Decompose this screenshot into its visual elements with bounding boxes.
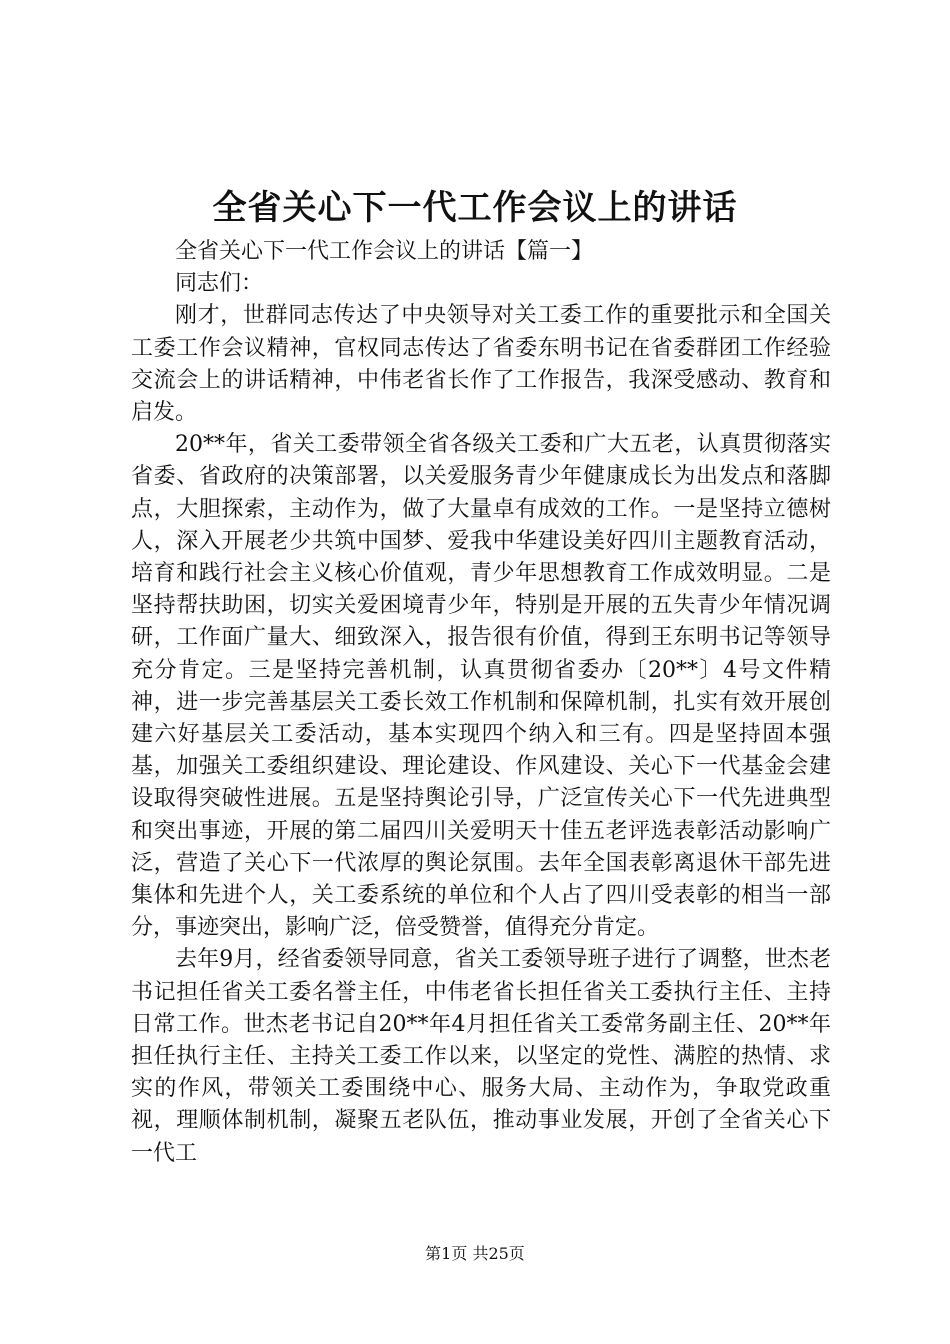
paragraph-2: 20**年，省关工委带领全省各级关工委和广大五老，认真贯彻落实省委、省政府的决策部署，以关爱服务青少年健康成长为出发点和落脚点，大胆探索，主动作为，做了大量卓有成效的工作。一是坚持立德树人，深入开展老少共筑中国梦、爱我中华建设美好四川主题教育活动，培育和践行社会主义核心价值观，青少年思想教育工作成效明显。二是坚持帮扶助困，切实关爱困境青少年，特别是开展的五失青少年情况调研，工作面广量大、细致深入，报告很有价值，得到王东明书记等领导充分肯定。三是坚持完善机制，认真贯彻省委办〔20**〕4号文件精神，进一步完善基层关工委长效工作机制和保障机制，扎实有效开展创建六好基层关工委活动，基本实现四个纳入和三有。四是坚持固本强基，加强关工委组织建设、理论建设、作风建设、关心下一代基金会建设取得突破性进展。五是坚持舆论引导，广泛宣传关心下一代先进典型和突出事迹，开展的第二届四川关爱明天十佳五老评选表彰活动影响广泛，营造了关心下一代浓厚的舆论氛围。去年全国表彰离退休干部先进集体和先进个人，关工委系统的单位和个人占了四川受表彰的相当一部分，事迹突出，影响广泛，倍受赞誉，值得充分肯定。	[131, 432, 831, 941]
paragraph-1: 刚才，世群同志传达了中央领导对关工委工作的重要批示和全国关工委工作会议精神，官权同志传达了省委东明书记在省委群团工作经验交流会上的讲话精神，中伟老省长作了工作报告，我深受感动、教育和启发。	[131, 303, 831, 426]
salutation: 同志们：	[175, 271, 264, 297]
page-footer: 第1页 共25页	[425, 1244, 525, 1263]
section-heading: 全省关心下一代工作会议上的讲话【篇一】	[175, 239, 594, 264]
paragraph-3: 去年9月，经省委领导同意，省关工委领导班子进行了调整，世杰老书记担任省关工委名誉主任，中伟老省长担任省关工委执行主任、主持日常工作。世杰老书记自20**年4月担任省关工委常务副主任、20**年担任执行主任、主持关工委工作以来，以坚定的党性、满腔的热情、求实的作风，带领关工委围绕中心、服务大局、主动作为，争取党政重视，理顺体制机制，凝聚五老队伍，推动事业发展，开创了全省关心下一代工	[131, 947, 831, 1166]
document-body	[131, 236, 831, 1170]
document-title: 全省关心下一代工作会议上的讲话	[212, 188, 738, 228]
